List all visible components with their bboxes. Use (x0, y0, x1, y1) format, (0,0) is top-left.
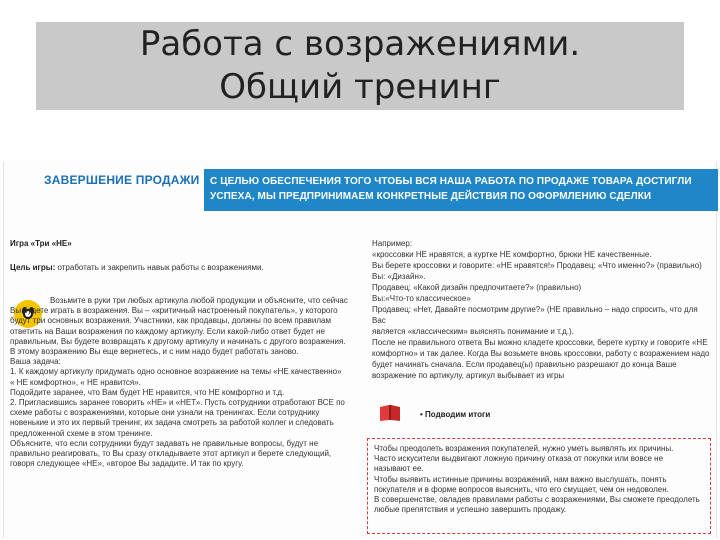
example-line: будет начинать сначала. Если продавец(ы) правильно разрешают до конца Ваше (372, 360, 677, 369)
instruction-line: « НЕ комфортно», « НЕ нравится». (10, 377, 141, 387)
game-instructions (10, 296, 350, 469)
example-line: комфортно» и так далее. Когда Вы возьмете вновь кроссовки, работу с возражением надо (372, 349, 710, 358)
instruction-line: новенькие и это их первый тренинг, их задача смотреть за работой коллег и следовать (10, 418, 334, 428)
document-image (0, 160, 720, 540)
slide-title: Работа с возражениями. Общий тренинг (139, 24, 581, 107)
instruction-line: правильным, Вы будете возвращать к другому артикулу и начинать с другого возражения. (10, 336, 346, 346)
game-title: Игра «Три «НЕ» (10, 239, 72, 248)
instruction-line: Возьмите в руки три любых артикула любой продукции и объясните, что сейчас (50, 296, 348, 305)
goal-banner: С ЦЕЛЬЮ ОБЕСПЕЧЕНИЯ ТОГО ЧТОБЫ ВСЯ НАША РАБОТА ПО ПРОДАЖЕ ТОВАРА ДОСТИГЛИ УСПЕХА, МЫ ПРЕДПРИНИМАЕМ КОНКРЕТНЫЕ ДЕЙСТВИЯ ПО ОФОРМЛЕНИЮ СДЕЛКИ (204, 169, 718, 211)
summary-box (367, 438, 711, 534)
instruction-line: ответить на Ваши возражения по каждому артикулу. Если какой-либо ответ будет не (10, 326, 325, 336)
goal-label: Цель игры: (10, 263, 56, 272)
instruction-line: схеме работы с возражениями, которые они узнали на тренингах. Если сотруднику (10, 408, 320, 418)
goal-text: отработать и закрепить навык работы с возражениями. (57, 263, 264, 272)
summary-line: Часто искусители выдвигают ложную причину отказа от покупки или вовсе не (374, 454, 664, 464)
instruction-line: предложенной схеме в этом тренинге. (10, 428, 153, 438)
slide-title-box (36, 22, 684, 110)
summary-line: любые препятствия и успешно завершить продажу. (374, 505, 567, 515)
summary-line: Чтобы выявить истинные причины возражений, нам важно выслушать, понять (374, 474, 667, 484)
game-goal (10, 262, 350, 273)
example-line: Продавец: «Какой дизайн предпочитаете?» (правильно) (372, 283, 582, 292)
summary-line: Чтобы преодолеть возражения покупателей, нужно уметь выявлять их причины. (374, 444, 674, 453)
example-line: Например: (372, 239, 413, 248)
game-header (10, 238, 350, 273)
instruction-line: 2. Пригласившись заранее говорить «НЕ» и «НЕТ». Пусть сотрудники отработают ВСЕ по (10, 398, 345, 408)
instruction-line: Вы будете играть в возражения. Вы – «критичный настроенный покупатель», у которого (10, 306, 338, 316)
summary-line: В совершенстве, овладев правилами работы с возражениями, Вы сможете преодолеть (374, 495, 700, 505)
instruction-line: будут три основных возражения. Участники, как продавцы, должны по всем правилам (10, 316, 331, 326)
example-line: Продавец: «Нет, Давайте посмотрим другие?» (НЕ правильно – надо спросить, что для Вас (372, 305, 698, 325)
instruction-line: правильно реагировать, то Вы сразу откладываете этот артикул и берете следующий, (10, 449, 332, 459)
example-line: «кроссовки НЕ нравятся, а куртке НЕ комфортно, брюки НЕ качественные. (372, 250, 652, 259)
instruction-line: Объясните, что если сотрудники будут задавать не правильные вопросы, будут не (10, 438, 319, 448)
summary-line: называют ее. (374, 464, 424, 474)
instruction-line: В этому возражению Вы еще вернетесь, и с ним надо будет работать заново. (10, 347, 299, 357)
instruction-line: Подойдите заранее, что Вам будет НЕ нравится, что НЕ комфортно и т.д. (10, 387, 285, 397)
example-line: Вы:«Что-то классическое» (372, 294, 471, 303)
example-line: Вы: «Дизайн». (372, 272, 426, 281)
example-line: После не правильного ответа Вы можно кладете кроссовки, берете куртку и говорите «НЕ (372, 338, 708, 347)
example-text (372, 238, 712, 381)
instruction-line: Ваша задача: (10, 357, 61, 367)
book-icon (379, 404, 401, 422)
section-title: ЗАВЕРШЕНИЕ ПРОДАЖИ (44, 173, 200, 187)
example-line: возражение по артикулу, артикул выбывает из игры (372, 371, 565, 380)
example-line: Вы берете кроссовки и говорите: «НЕ нравятся!» Продавец: «Что именно?» (правильно) (372, 261, 702, 270)
tips-title: • Подводим итоги (420, 410, 491, 419)
instruction-line: 1. К каждому артикулу придумать одно основное возражение на темы «НЕ качественно» (10, 367, 342, 377)
instruction-line: говоря следующее «НЕ», «второе Вы зададите. И так по кругу. (10, 459, 244, 469)
example-line: является «классическим» выяснять понимание и т.д.). (372, 327, 574, 336)
summary-line: покупателя и в форме вопросов выяснить, что его смущает, чем он недоволен. (374, 484, 669, 494)
